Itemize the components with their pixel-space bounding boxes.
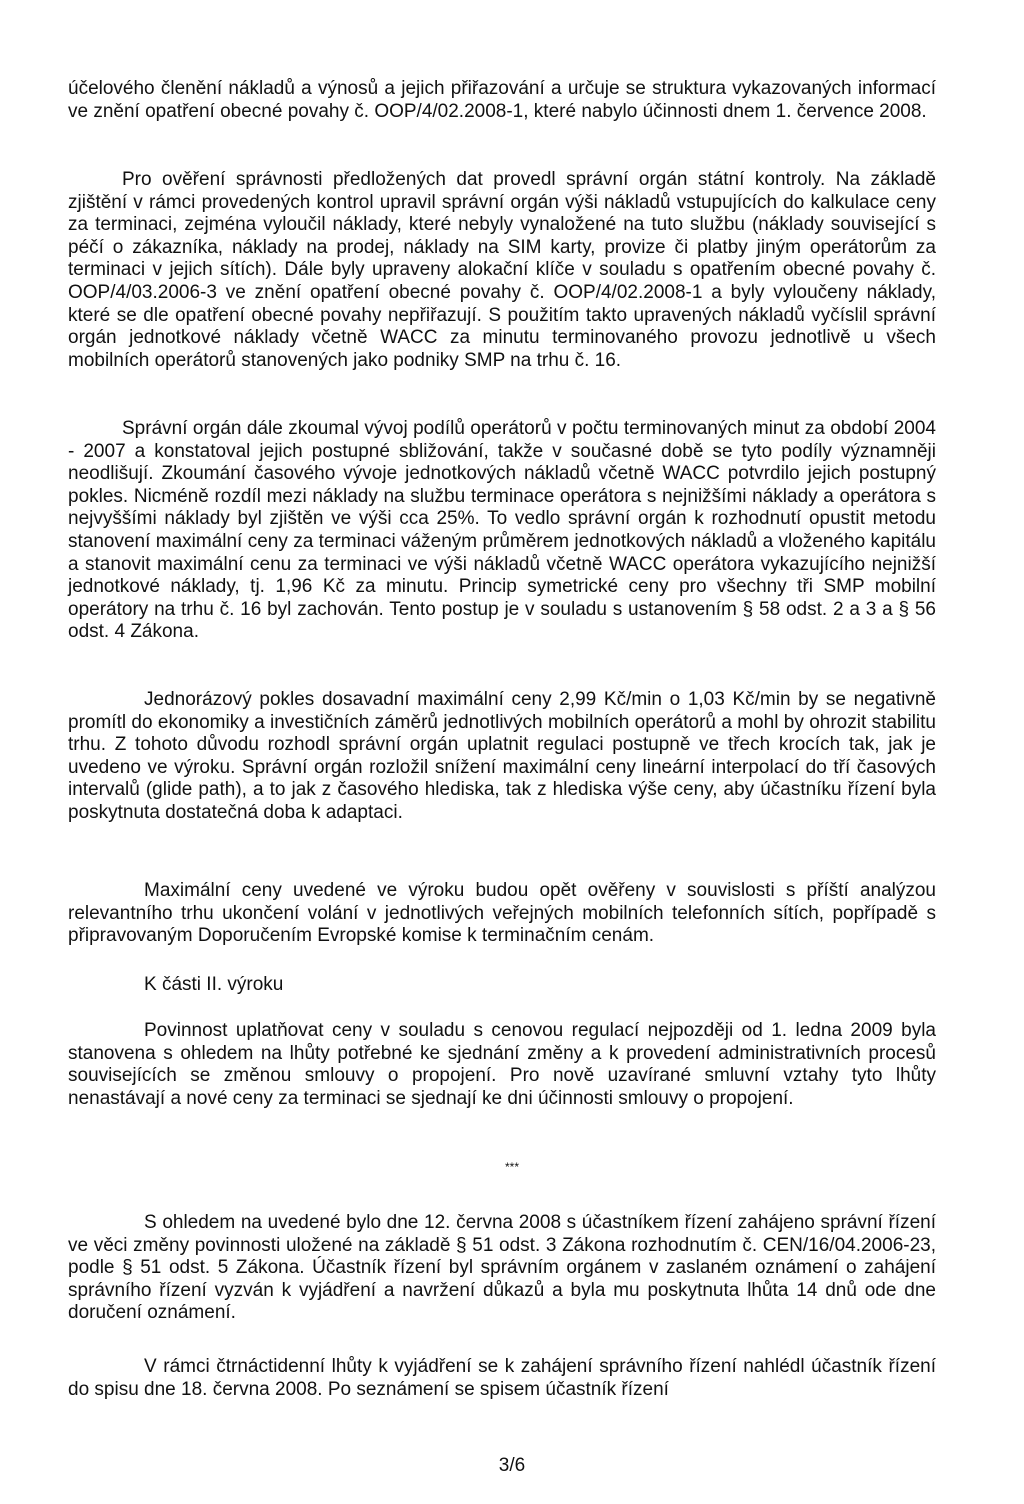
paragraph-max-prices-verification: Maximální ceny uvedené ve výroku budou opět ověřeny v souvislosti s příští analýzou relevantního trhu ukončení volání v jednotlivých veřejných mobilních telefonních sítích, popřípadě s připravovaným Doporučením Evropské komise k terminačním cenám. bbox=[68, 880, 936, 947]
paragraph-intro-continuation: účelového členění nákladů a výnosů a jejich přiřazování a určuje se struktura vykazovaných informací ve znění opatření obecné povahy č. OOP/4/02.2008-1, které nabylo účinnosti dnem 1. července 2008. bbox=[68, 78, 936, 122]
paragraph-price-decline: Jednorázový pokles dosavadní maximální ceny 2,99 Kč/min o 1,03 Kč/min by se negativně promítl do ekonomiky a investičních záměrů jednotlivých mobilních operátorů a mohl by ohrozit stabilitu trhu. Z tohoto důvodu rozhodl správní orgán uplatnit regulaci postupně ve třech krocích tak, jak je uvedeno ve výroku. Správní orgán rozložil snížení maximální ceny lineární interpolací do tří časových intervalů (glide path), a to jak z časového hlediska, tak z hlediska výše ceny, aby účastníku řízení byla poskytnuta dostatečná doba k adaptaci. bbox=[68, 689, 936, 823]
paragraph-proceedings-start: S ohledem na uvedené bylo dne 12. června 2008 s účastníkem řízení zahájeno správní řízení ve věci změny povinnosti uložené na základě § 51 odst. 3 Zákona rozhodnutím č. CEN/16/04.2006-23, podle § 51 odst. 5 Zákona. Účastník řízení byl správním orgánem v zaslaném oznámení o zahájení správního řízení vyzván k vyjádření a navržení důkazů a byla mu poskytnuta lhůta 14 dnů ode dne doručení oznámení. bbox=[68, 1212, 936, 1324]
paragraph-file-inspection: V rámci čtrnáctidenní lhůty k vyjádření se k zahájení správního řízení nahlédl účastník řízení do spisu dne 18. června 2008. Po seznámení se spisem účastník řízení bbox=[68, 1356, 936, 1400]
paragraph-operator-shares: Správní orgán dále zkoumal vývoj podílů operátorů v počtu terminovaných minut za období 2004 - 2007 a konstatoval jejich postupné sbližování, takže v současné době se tyto podíly významněji neodlišují. Zkoumání časového vývoje jednotkových nákladů včetně WACC potvrdilo jejich postupný pokles. Nicméně rozdíl mezi náklady na službu terminace operátora s nejnižšími náklady a operátora s nejvyššími náklady byl zjištěn ve výši cca 25%. To vedlo správní orgán k rozhodnutí opustit metodu stanovení maximální ceny za terminaci váženým průměrem jednotkových nákladů a vloženého kapitálu a stanovit maximální cenu za terminaci ve výši nákladů včetně WACC operátora vykazujícího nejnižší jednotkové náklady, tj. 1,96 Kč za minutu. Princip symetrické ceny pro všechny tři SMP mobilní operátory na trhu č. 16 byl zachován. Tento postup je v souladu s ustanovením § 58 odst. 2 a 3 a § 56 odst. 4 Zákona. bbox=[68, 418, 936, 643]
section-separator: *** bbox=[504, 1160, 519, 1174]
page-number: 3/6 bbox=[498, 1455, 526, 1476]
section-heading: K části II. výroku bbox=[144, 974, 284, 995]
paragraph-state-control: Pro ověření správnosti předložených dat provedl správní orgán státní kontroly. Na základě zjištění v rámci provedených kontrol upravil správní orgán výši nákladů vstupujících do kalkulace ceny za terminaci, zejména vyloučil náklady, které nebyly vynaložené na tuto službu (náklady související s péčí o zákazníka, náklady na prodej, náklady na SIM karty, provize či platby jiným operátorům za terminaci v jejich sítích). Dále byly upraveny alokační klíče v souladu s opatřením obecné povahy č. OOP/4/03.2006-3 ve znění opatření obecné povahy č. OOP/4/02.2008-1 a byly vyloučeny náklady, které se dle opatření obecné povahy nepřiřazují. S použitím takto upravených nákladů vyčíslil správní orgán jednotkové náklady včetně WACC za minutu terminovaného provozu jednotlivě u všech mobilních operátorů stanovených jako podniky SMP na trhu č. 16. bbox=[68, 169, 936, 371]
paragraph-obligation: Povinnost uplatňovat ceny v souladu s cenovou regulací nejpozději od 1. ledna 2009 byla stanovena s ohledem na lhůty potřebné ke sjednání změny a k provedení administrativních procesů souvisejících se změnou smlouvy o propojení. Pro nově uzavírané smluvní vztahy tyto lhůty nenastávají a nové ceny za terminaci se sjednají ke dni účinnosti smlouvy o propojení. bbox=[68, 1020, 936, 1109]
